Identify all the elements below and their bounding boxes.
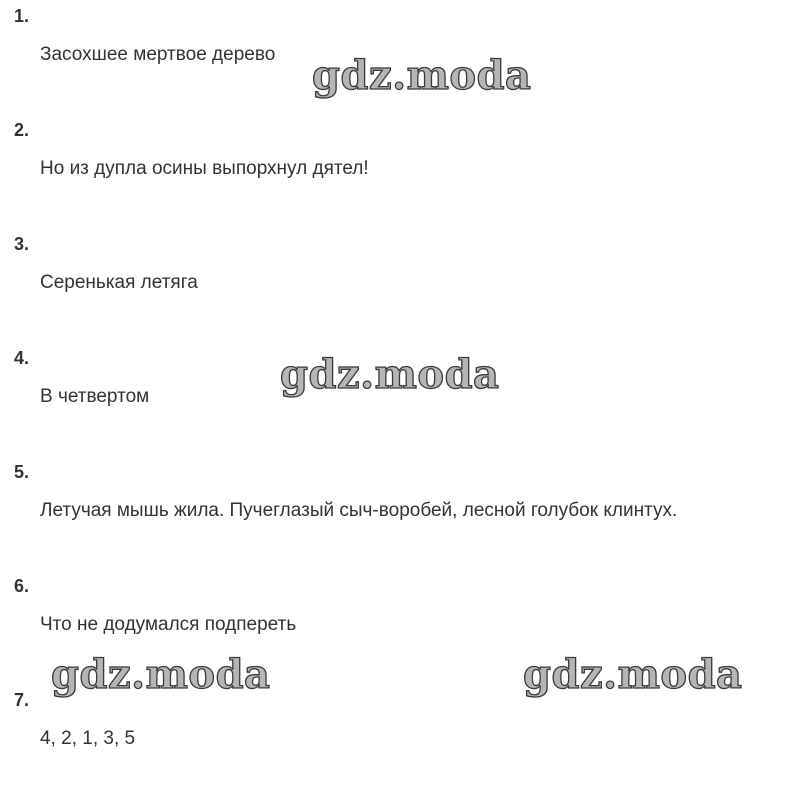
- answer-text: Летучая мышь жила. Пучеглазый сыч-воробей, лесной голубок клинтух.: [40, 500, 678, 521]
- question-number: 3.: [14, 234, 30, 254]
- question-number: 7.: [14, 690, 30, 710]
- answer-text: Серенькая летяга: [40, 272, 198, 293]
- answer-text: Но из дупла осины выпорхнул дятел!: [40, 158, 369, 179]
- watermark-logo: gdz.moda: [523, 651, 743, 698]
- answer-text: Что не додумался подпереть: [40, 614, 297, 635]
- question-number: 1.: [14, 6, 30, 26]
- watermark-logo: gdz.moda: [280, 351, 500, 398]
- question-number: 4.: [14, 348, 30, 368]
- answer-text: Засохшее мертвое дерево: [40, 44, 276, 65]
- watermark-logo: gdz.moda: [312, 52, 532, 99]
- question-number: 5.: [14, 462, 30, 482]
- question-number: 6.: [14, 576, 30, 596]
- answer-text: В четвертом: [40, 386, 150, 407]
- answer-text: 4, 2, 1, 3, 5: [40, 728, 136, 749]
- question-number: 2.: [14, 120, 30, 140]
- watermark-logo: gdz.moda: [51, 651, 271, 698]
